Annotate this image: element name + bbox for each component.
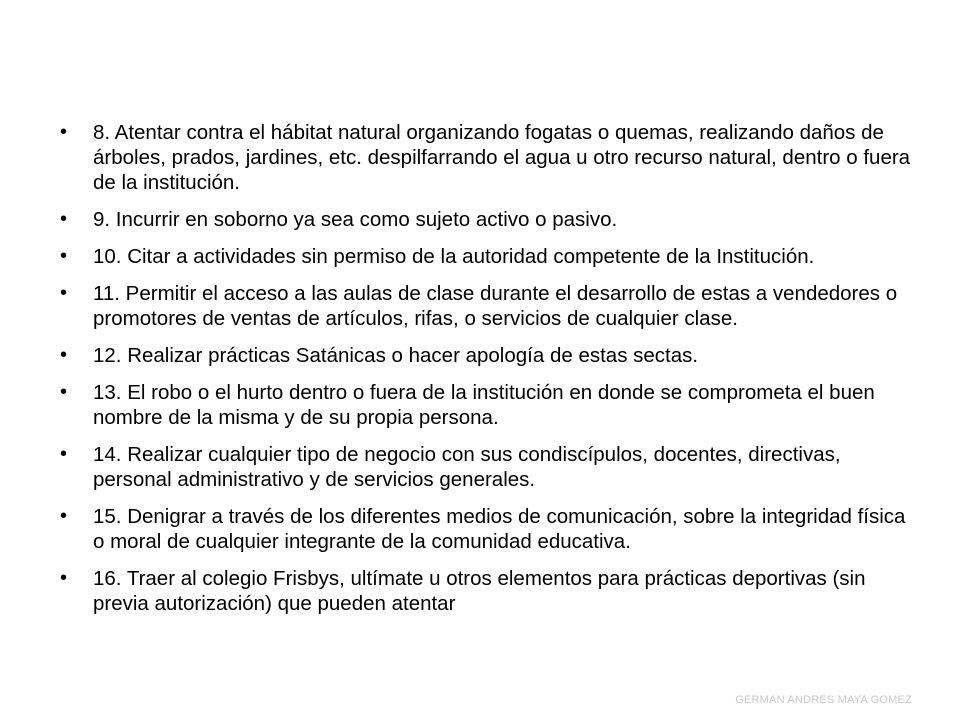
list-item <box>60 380 920 430</box>
bullet-text: 10. Citar a actividades sin permiso de la autoridad competente de la Institución. <box>93 245 815 268</box>
list-item <box>60 120 920 195</box>
bullet-text: 11. Permitir el acceso a las aulas de clase durante el desarrollo de estas a vendedores o promotores de ventas de artículos, rifas, o servicios de cualquier clase. <box>93 282 898 330</box>
list-item <box>60 244 920 269</box>
bullet-text: 13. El robo o el hurto dentro o fuera de la institución en donde se comprometa el buen nombre de la misma y de su propia persona. <box>93 381 875 429</box>
bullet-text: 15. Denigrar a través de los diferentes medios de comunicación, sobre la integridad física o moral de cualquier integrante de la comunidad educativa. <box>93 505 906 553</box>
footer-author: GERMAN ANDRES MAYA GOMEZ <box>735 694 912 706</box>
list-item <box>60 504 920 554</box>
bullet-icon: • <box>60 567 68 589</box>
bullet-text: 8. Atentar contra el hábitat natural organizando fogatas o quemas, realizando daños de árboles, prados, jardines, etc. despilfarrando el agua u otro recurso natural, dentro o fuera de la institución. <box>93 121 911 194</box>
list-item <box>60 281 920 331</box>
bullet-icon: • <box>60 121 68 143</box>
bullet-icon: • <box>60 381 68 403</box>
bullet-text: 16. Traer al colegio Frisbys, ultímate u otros elementos para prácticas deportivas (sin previa autorización) que pueden atentar <box>93 567 866 615</box>
bullet-icon: • <box>60 505 68 527</box>
list-item <box>60 207 920 232</box>
bullet-text: 9. Incurrir en soborno ya sea como sujeto activo o pasivo. <box>93 208 618 231</box>
bullet-list <box>60 120 920 628</box>
bullet-icon: • <box>60 443 68 465</box>
list-item <box>60 566 920 616</box>
bullet-icon: • <box>60 208 68 230</box>
bullet-icon: • <box>60 282 68 304</box>
bullet-text: 12. Realizar prácticas Satánicas o hacer apología de estas sectas. <box>93 344 699 367</box>
list-item <box>60 442 920 492</box>
bullet-icon: • <box>60 344 68 366</box>
list-item <box>60 343 920 368</box>
bullet-text: 14. Realizar cualquier tipo de negocio con sus condiscípulos, docentes, directivas, personal administrativo y de servicios generales. <box>93 443 841 491</box>
bullet-icon: • <box>60 245 68 267</box>
